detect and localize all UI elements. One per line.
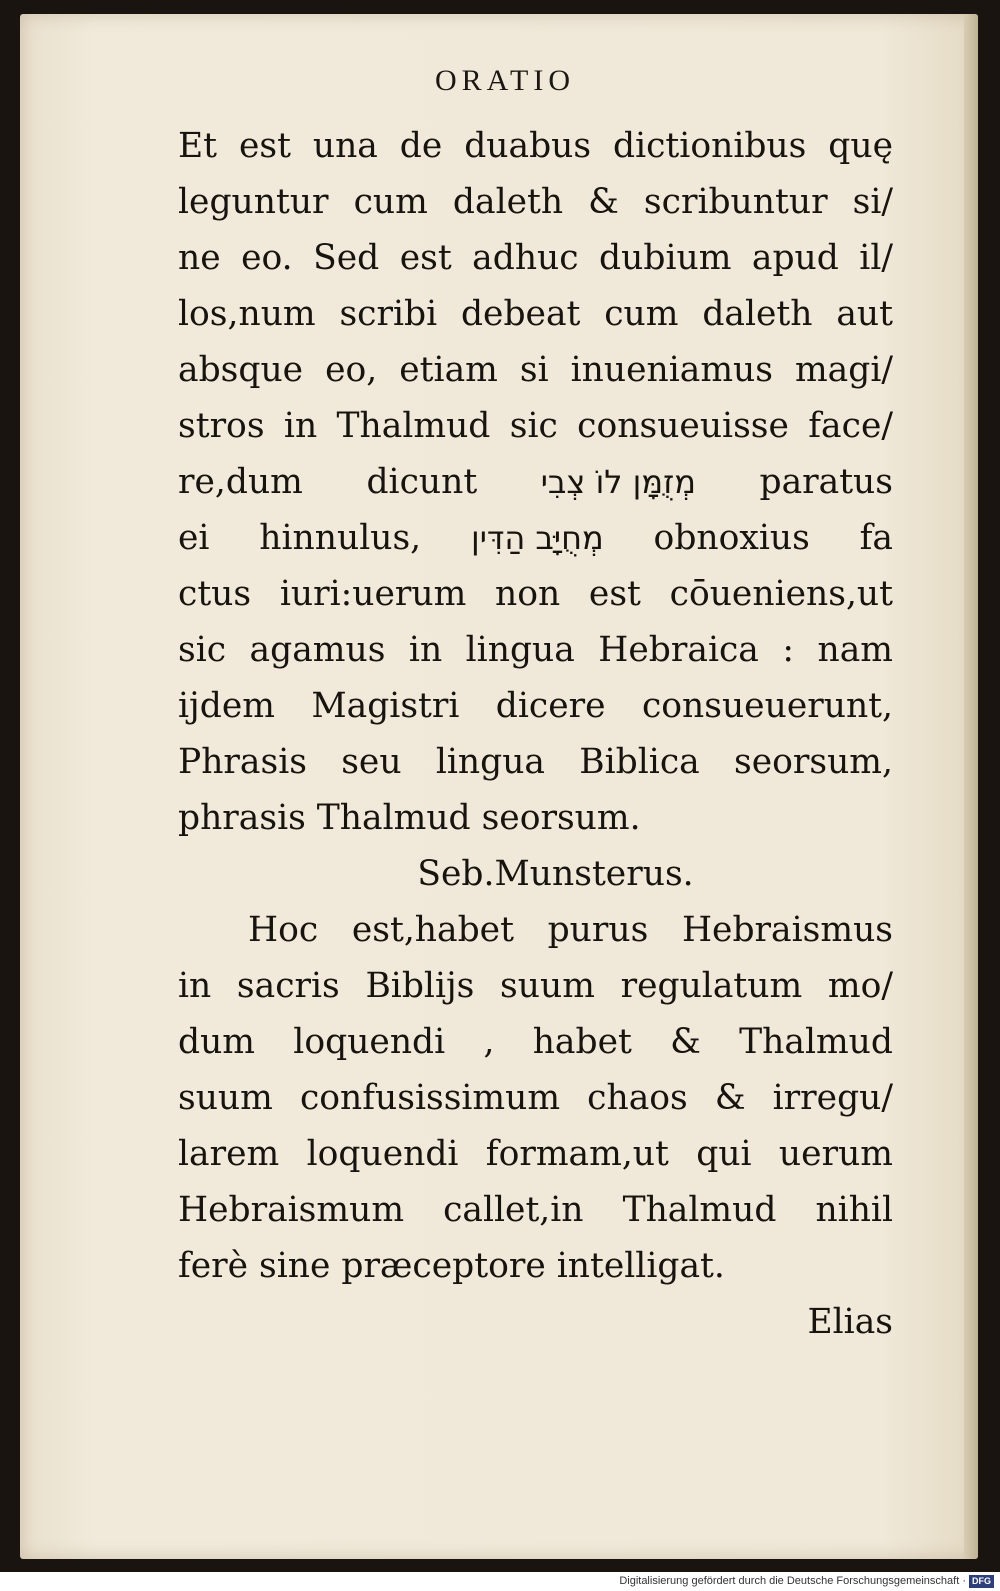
text-line: Hebraismum callet,in Thalmud nihil <box>178 1190 893 1230</box>
text-line: dum loquendi , habet & Thalmud <box>178 1022 893 1062</box>
text-fragment: re,dum dicunt <box>178 462 478 502</box>
footer-credit: Digitalisierung gefördert durch die Deutsche Forschungsgemeinschaft · <box>619 1575 966 1587</box>
text-line: ne eo. Sed est adhuc dubium apud il/ <box>178 238 893 278</box>
text-fragment: paratus <box>759 462 893 502</box>
page-body <box>178 118 893 1350</box>
page-edge <box>964 14 978 1559</box>
text-line: Et est una de duabus dictionibus quę <box>178 126 893 166</box>
text-line: sic agamus in lingua Hebraica : nam <box>178 630 893 670</box>
hebrew-phrase: מְזֻמָּן לוֹ צְבִי <box>540 463 696 501</box>
dfg-logo: DFG <box>969 1575 994 1588</box>
text-line-hebrew <box>178 510 893 566</box>
text-fragment: obnoxius fa <box>653 518 893 558</box>
running-header: ORATIO <box>435 64 575 97</box>
text-line: los,num scribi debeat cum daleth aut <box>178 294 893 334</box>
text-line: ferè sine præceptore intelligat. <box>178 1246 725 1286</box>
catchword: Elias <box>807 1302 893 1342</box>
text-line: larem loquendi formam,ut qui uerum <box>178 1134 893 1174</box>
hebrew-phrase: מְחֻיָּב הַדִּין <box>470 519 604 557</box>
text-line: phrasis Thalmud seorsum. <box>178 798 641 838</box>
text-line: absque eo, etiam si inueniamus magi/ <box>178 350 893 390</box>
text-line: leguntur cum daleth & scribuntur si/ <box>178 182 893 222</box>
text-line: ctus iuri:uerum non est cōueniens,ut <box>178 574 893 614</box>
digitization-footer <box>0 1572 1000 1591</box>
text-line: ijdem Magistri dicere consueuerunt, <box>178 686 893 726</box>
text-line-hebrew <box>178 454 893 510</box>
text-line: stros in Thalmud sic consueuisse face/ <box>178 406 893 446</box>
text-line: Hoc est,habet purus Hebraismus <box>248 910 893 950</box>
signature: Seb.Munsterus. <box>417 854 694 894</box>
text-line: Phrasis seu lingua Biblica seorsum, <box>178 742 893 782</box>
text-line: in sacris Biblijs suum regulatum mo/ <box>178 966 893 1006</box>
text-fragment: ei hinnulus, <box>178 518 422 558</box>
text-line: suum confusissimum chaos & irregu/ <box>178 1078 893 1118</box>
